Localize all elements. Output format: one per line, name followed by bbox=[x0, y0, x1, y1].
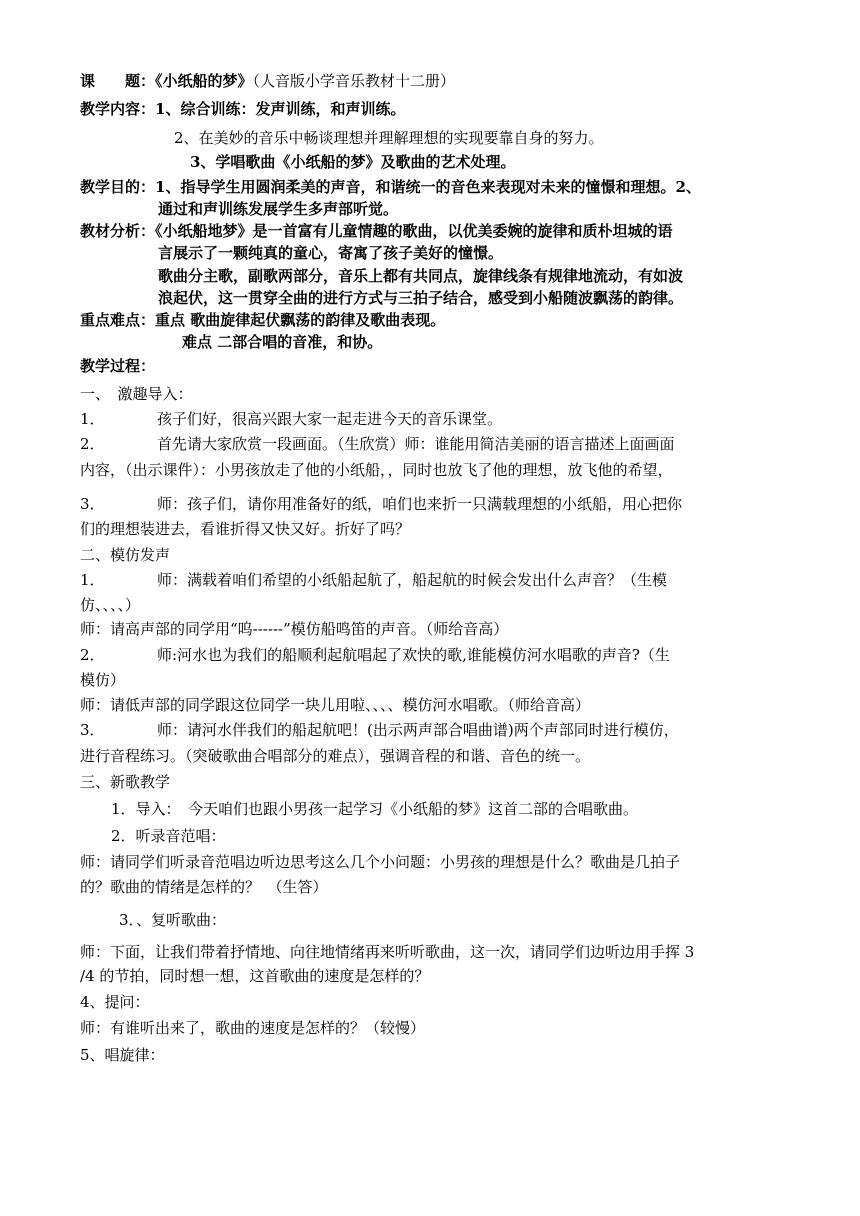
process-line: 1． 孩子们好，很高兴跟大家一起走进今天的音乐课堂。 bbox=[80, 410, 503, 428]
process-line: 三、新歌教学 bbox=[80, 773, 171, 791]
process-line: 师：下面，让我们带着抒情地、向往地情绪再来听听歌曲，这一次，请同学们边听边用手挥 3 bbox=[80, 943, 695, 961]
teaching-content-line-1 bbox=[80, 99, 405, 119]
material-analysis-text: 《小纸船地梦》是一首富有儿童情趣的歌曲，以优美委婉的旋律和质朴坦城的语 bbox=[155, 222, 673, 240]
teaching-goals-text: 通过和声训练发展学生多声部听觉。 bbox=[158, 200, 399, 218]
teaching-goals-label: 教学目的： bbox=[80, 178, 156, 196]
key-points-line-1 bbox=[80, 310, 445, 330]
process-line: 的？歌曲的情绪是怎样的？ （生答） bbox=[80, 878, 328, 896]
process-line: 3． 师：请河水伴我们的船起航吧！(出示两声部合唱曲谱)两个声部同时进行模仿， bbox=[80, 721, 679, 739]
material-analysis-label: 教材分析： bbox=[80, 222, 156, 240]
process-line: 1．导入： 今天咱们也跟小男孩一起学习《小纸船的梦》这首二部的合唱歌曲。 bbox=[96, 800, 639, 818]
process-line: 们的理想装进去，看谁折得又快又好。折好了吗？ bbox=[80, 520, 411, 538]
title-label: 课 题： bbox=[80, 72, 156, 90]
title-line bbox=[80, 71, 455, 91]
teaching-content-label: 教学内容： bbox=[80, 100, 156, 118]
teaching-goals-line-1 bbox=[80, 177, 701, 197]
process-line: 仿、、、、） bbox=[80, 596, 141, 614]
key-point: 重点 歌曲旋律起伏飘荡的韵律及歌曲表现。 bbox=[155, 311, 446, 329]
process-line: 师：请同学们听录音范唱边听边思考这么几个小问题：小男孩的理想是什么？歌曲是几拍子 bbox=[80, 853, 681, 871]
material-analysis-text: 言展示了一颗纯真的童心，寄寓了孩子美好的憧憬。 bbox=[158, 244, 504, 262]
teaching-content-item: 3、学唱歌曲《小纸船的梦》及歌曲的艺术处理。 bbox=[190, 153, 516, 171]
teaching-content-item: 1、综合训练：发声训练，和声训练。 bbox=[155, 100, 406, 118]
process-line: 师：请低声部的同学跟这位同学一块儿用啦、、、、模仿河水唱歌。（师给音高） bbox=[80, 696, 591, 714]
process-line: 2． 师:河水也为我们的船顺利起航唱起了欢快的歌,谁能模仿河水唱歌的声音?（生 bbox=[80, 646, 670, 664]
song-title: 《小纸船的梦》 bbox=[155, 72, 253, 90]
process-line: 4、提问： bbox=[80, 993, 150, 1011]
process-line: 2． 首先请大家欣赏一段画面。（生欣赏）师：谁能用简洁美丽的语言描述上面画面 bbox=[80, 435, 675, 453]
textbook-note: （人音版小学音乐教材十二册） bbox=[252, 72, 456, 90]
process-line: 5、唱旋律： bbox=[80, 1046, 165, 1064]
key-points-label: 重点难点： bbox=[80, 311, 156, 329]
process-line: 师：请高声部的同学用“呜------”模仿船鸣笛的声音。（师给音高） bbox=[80, 620, 509, 638]
process-line: 模仿） bbox=[80, 671, 126, 689]
process-line: 3．、复听歌曲： bbox=[104, 911, 227, 929]
material-analysis-text: 歌曲分主歌，副歌两部分，音乐上都有共同点，旋律线条有规律地流动，有如波 bbox=[158, 267, 684, 285]
process-line: 师：有谁听出来了，歌曲的速度是怎样的？（较慢） bbox=[80, 1019, 426, 1037]
process-line: 进行音程练习。（突破歌曲合唱部分的难点），强调音程的和谐、音色的统一。 bbox=[80, 747, 591, 765]
process-line: /4 的节拍，同时想一想，这首歌曲的速度是怎样的？ bbox=[80, 967, 430, 985]
teaching-process-heading: 教学过程： bbox=[80, 357, 156, 375]
teaching-goals-text: 1、指导学生用圆润柔美的声音，和谐统一的音色来表现对未来的憧憬和理想。2、 bbox=[155, 178, 701, 196]
process-line: 3． 师：孩子们，请你用准备好的纸，咱们也来折一只满载理想的小纸船，用心把你 bbox=[80, 495, 683, 513]
process-line: 1． 师：满载着咱们希望的小纸船起航了，船起航的时候会发出什么声音？（生模 bbox=[80, 571, 668, 589]
process-line: 一、 激趣导入： bbox=[80, 385, 193, 403]
process-line: 2．听录音范唱： bbox=[96, 827, 226, 845]
teaching-content-item: 2、在美妙的音乐中畅谈理想并理解理想的实现要靠自身的努力。 bbox=[174, 129, 604, 147]
material-analysis-line-1 bbox=[80, 221, 673, 241]
process-line: 内容，（出示课件）：小男孩放走了他的小纸船，，同时也放飞了他的理想，放飞他的希望， bbox=[80, 461, 673, 479]
process-line: 二、模仿发声 bbox=[80, 546, 171, 564]
difficult-point: 难点 二部合唱的音准，和协。 bbox=[182, 333, 383, 351]
material-analysis-text: 浪起伏，这一贯穿全曲的进行方式与三拍子结合，感受到小船随波飘荡的韵律。 bbox=[158, 289, 684, 307]
